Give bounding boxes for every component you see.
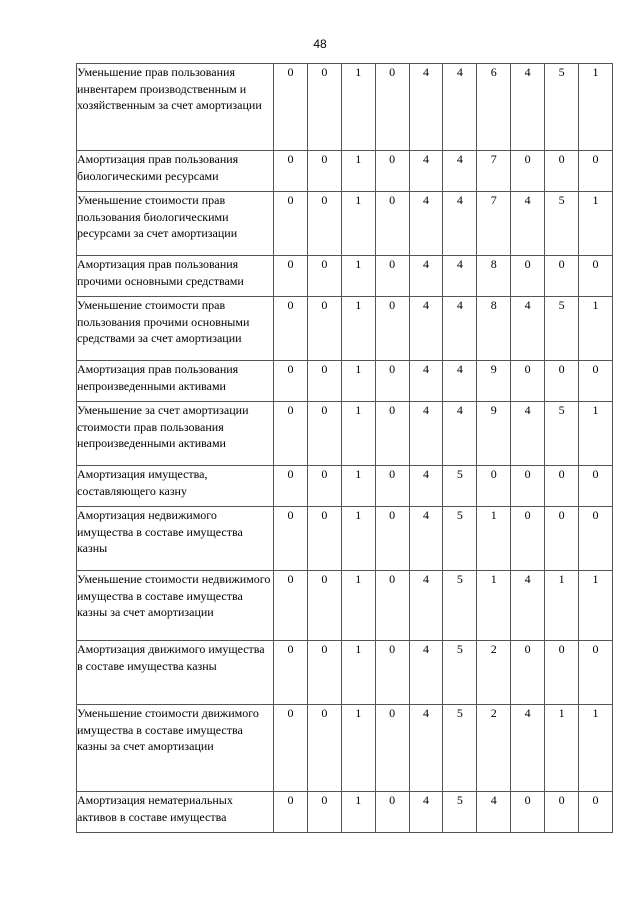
code-digit: 4: [409, 297, 443, 361]
code-digit: 0: [511, 151, 545, 192]
code-digit: 1: [477, 571, 511, 641]
code-digit: 4: [409, 705, 443, 792]
code-digit: 0: [375, 466, 409, 507]
row-description: Уменьшение за счет амортизации стоимости прав пользования непроизведенными активами: [77, 402, 274, 466]
row-description: Амортизация прав пользования непроизведенными активами: [77, 361, 274, 402]
code-digit: 0: [375, 402, 409, 466]
code-digit: 1: [579, 402, 613, 466]
code-digit: 1: [341, 705, 375, 792]
table-row: [77, 256, 613, 297]
code-digit: 8: [477, 256, 511, 297]
code-digit: 1: [579, 192, 613, 256]
code-digit: 1: [579, 297, 613, 361]
account-codes-table: [76, 63, 613, 833]
code-digit: 5: [443, 641, 477, 705]
row-description: Уменьшение стоимости прав пользования прочими основными средствами за счет амортизации: [77, 297, 274, 361]
code-digit: 5: [443, 571, 477, 641]
code-digit: 0: [375, 507, 409, 571]
code-digit: 1: [341, 507, 375, 571]
table-row: [77, 297, 613, 361]
code-digit: 1: [477, 507, 511, 571]
code-digit: 4: [409, 361, 443, 402]
table-row: [77, 402, 613, 466]
code-digit: 4: [443, 297, 477, 361]
code-digit: 0: [375, 297, 409, 361]
code-digit: 1: [579, 64, 613, 151]
code-digit: 4: [511, 297, 545, 361]
code-digit: 0: [579, 641, 613, 705]
table-row: [77, 571, 613, 641]
code-digit: 0: [545, 507, 579, 571]
code-digit: 0: [545, 792, 579, 833]
code-digit: 0: [307, 151, 341, 192]
code-digit: 4: [409, 151, 443, 192]
code-digit: 4: [409, 641, 443, 705]
code-digit: 0: [274, 64, 308, 151]
code-digit: 0: [545, 361, 579, 402]
code-digit: 4: [409, 571, 443, 641]
code-digit: 0: [307, 705, 341, 792]
code-digit: 9: [477, 361, 511, 402]
code-digit: 5: [443, 466, 477, 507]
code-digit: 5: [545, 402, 579, 466]
code-digit: 0: [307, 192, 341, 256]
code-digit: 0: [545, 466, 579, 507]
code-digit: 4: [409, 507, 443, 571]
code-digit: 0: [274, 571, 308, 641]
code-digit: 0: [307, 361, 341, 402]
code-digit: 0: [307, 402, 341, 466]
code-digit: 1: [341, 571, 375, 641]
code-digit: 4: [409, 64, 443, 151]
code-digit: 1: [545, 571, 579, 641]
code-digit: 4: [443, 151, 477, 192]
code-digit: 0: [375, 192, 409, 256]
code-digit: 0: [375, 792, 409, 833]
code-digit: 0: [274, 402, 308, 466]
code-digit: 2: [477, 641, 511, 705]
code-digit: 0: [274, 256, 308, 297]
code-digit: 0: [375, 151, 409, 192]
row-description: Амортизация прав пользования биологическими ресурсами: [77, 151, 274, 192]
code-digit: 0: [274, 192, 308, 256]
code-digit: 2: [477, 705, 511, 792]
code-digit: 1: [579, 705, 613, 792]
code-digit: 0: [274, 151, 308, 192]
code-digit: 0: [579, 361, 613, 402]
code-digit: 0: [545, 641, 579, 705]
code-digit: 0: [307, 571, 341, 641]
table-row: [77, 641, 613, 705]
code-digit: 7: [477, 151, 511, 192]
code-digit: 5: [443, 507, 477, 571]
code-digit: 0: [511, 361, 545, 402]
code-digit: 0: [511, 256, 545, 297]
code-digit: 5: [545, 64, 579, 151]
code-digit: 1: [341, 151, 375, 192]
code-digit: 4: [511, 402, 545, 466]
code-digit: 9: [477, 402, 511, 466]
table-row: [77, 64, 613, 151]
code-digit: 1: [341, 256, 375, 297]
row-description: Амортизация движимого имущества в составе имущества казны: [77, 641, 274, 705]
code-digit: 1: [341, 792, 375, 833]
code-digit: 4: [443, 64, 477, 151]
code-digit: 0: [477, 466, 511, 507]
code-digit: 5: [443, 792, 477, 833]
code-digit: 4: [409, 466, 443, 507]
code-digit: 4: [409, 402, 443, 466]
code-digit: 1: [341, 192, 375, 256]
code-digit: 0: [511, 466, 545, 507]
code-digit: 4: [511, 571, 545, 641]
code-digit: 0: [375, 571, 409, 641]
row-description: Амортизация прав пользования прочими основными средствами: [77, 256, 274, 297]
code-digit: 4: [443, 256, 477, 297]
row-description: Амортизация недвижимого имущества в составе имущества казны: [77, 507, 274, 571]
row-description: Амортизация нематериальных активов в составе имущества: [77, 792, 274, 833]
code-digit: 1: [341, 466, 375, 507]
code-digit: 0: [307, 64, 341, 151]
code-digit: 4: [409, 792, 443, 833]
code-digit: 0: [545, 151, 579, 192]
code-digit: 4: [443, 402, 477, 466]
code-digit: 0: [375, 641, 409, 705]
row-description: Уменьшение стоимости недвижимого имущества в составе имущества казны за счет амортизации: [77, 571, 274, 641]
code-digit: 4: [511, 192, 545, 256]
code-digit: 0: [307, 256, 341, 297]
code-digit: 0: [579, 507, 613, 571]
code-digit: 1: [341, 361, 375, 402]
code-digit: 0: [579, 151, 613, 192]
row-description: Уменьшение стоимости прав пользования биологическими ресурсами за счет амортизации: [77, 192, 274, 256]
code-digit: 0: [307, 641, 341, 705]
code-digit: 4: [443, 192, 477, 256]
row-description: Уменьшение прав пользования инвентарем производственным и хозяйственным за счет амортизации: [77, 64, 274, 151]
code-digit: 5: [545, 297, 579, 361]
code-digit: 0: [274, 466, 308, 507]
code-digit: 0: [307, 466, 341, 507]
page-number: 48: [313, 37, 327, 51]
code-digit: 1: [545, 705, 579, 792]
table-row: [77, 192, 613, 256]
code-digit: 1: [341, 64, 375, 151]
code-digit: 5: [545, 192, 579, 256]
code-digit: 0: [511, 792, 545, 833]
code-digit: 0: [545, 256, 579, 297]
code-digit: 0: [274, 705, 308, 792]
code-digit: 8: [477, 297, 511, 361]
code-digit: 4: [409, 192, 443, 256]
code-digit: 0: [579, 256, 613, 297]
code-digit: 6: [477, 64, 511, 151]
code-digit: 0: [307, 297, 341, 361]
code-digit: 0: [579, 466, 613, 507]
code-digit: 0: [579, 792, 613, 833]
code-digit: 0: [375, 705, 409, 792]
table-row: [77, 361, 613, 402]
code-digit: 1: [341, 641, 375, 705]
code-digit: 4: [511, 705, 545, 792]
code-digit: 0: [375, 64, 409, 151]
code-digit: 0: [307, 792, 341, 833]
row-description: Амортизация имущества, составляющего казну: [77, 466, 274, 507]
code-digit: 5: [443, 705, 477, 792]
table-row: [77, 507, 613, 571]
code-digit: 0: [375, 256, 409, 297]
code-digit: 4: [409, 256, 443, 297]
table-row: [77, 792, 613, 833]
code-digit: 4: [443, 361, 477, 402]
row-description: Уменьшение стоимости движимого имущества в составе имущества казны за счет амортизации: [77, 705, 274, 792]
table-row: [77, 466, 613, 507]
code-digit: 0: [274, 297, 308, 361]
code-digit: 0: [274, 792, 308, 833]
code-digit: 0: [375, 361, 409, 402]
code-digit: 0: [274, 361, 308, 402]
code-digit: 0: [274, 507, 308, 571]
code-digit: 7: [477, 192, 511, 256]
code-digit: 0: [511, 641, 545, 705]
code-digit: 0: [274, 641, 308, 705]
code-digit: 1: [341, 297, 375, 361]
code-digit: 4: [511, 64, 545, 151]
code-digit: 0: [307, 507, 341, 571]
table-row: [77, 151, 613, 192]
code-digit: 1: [579, 571, 613, 641]
code-digit: 1: [341, 402, 375, 466]
code-digit: 4: [477, 792, 511, 833]
code-digit: 0: [511, 507, 545, 571]
table-row: [77, 705, 613, 792]
